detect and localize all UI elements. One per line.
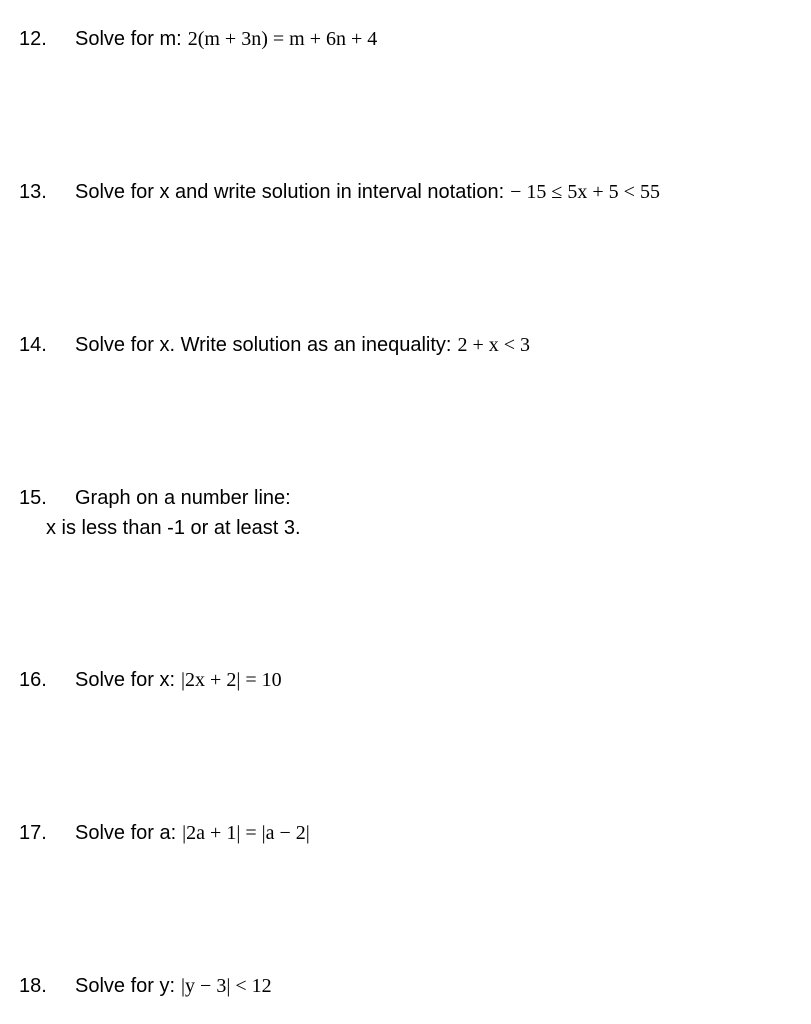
problem-subline: x is less than -1 or at least 3. (46, 517, 301, 539)
problem-line (0, 24, 811, 54)
math-expression: 2(m + 3n) = m + 6n + 4 (187, 28, 378, 50)
problem-prompt (75, 818, 310, 848)
problem-prompt (75, 330, 530, 360)
problem-14 (0, 330, 811, 360)
problem-line (0, 483, 811, 513)
prompt-text: Solve for a: (75, 822, 177, 844)
math-expression: |y − 3| < 12 (181, 975, 272, 997)
problem-number: 13. (19, 181, 47, 203)
problem-prompt (75, 665, 282, 695)
prompt-text: Solve for x. Write solution as an inequality: (75, 334, 452, 356)
problem-12 (0, 24, 811, 54)
prompt-text: Solve for y: (75, 975, 176, 997)
problem-number: 12. (19, 28, 47, 50)
problem-16 (0, 665, 811, 695)
math-expression: |2x + 2| = 10 (181, 669, 282, 691)
problem-line (0, 665, 811, 695)
problem-number: 14. (19, 334, 47, 356)
problem-17 (0, 818, 811, 848)
problem-15 (0, 483, 811, 543)
problem-prompt (75, 177, 660, 207)
problem-line (0, 177, 811, 207)
problem-number: 17. (19, 822, 47, 844)
problem-prompt (75, 24, 377, 54)
math-expression: |2a + 1| = |a − 2| (182, 822, 310, 844)
prompt-text: Solve for x and write solution in interval notation: (75, 181, 505, 203)
problem-line (0, 330, 811, 360)
math-expression: 2 + x < 3 (457, 334, 531, 356)
prompt-text: Solve for x: (75, 669, 176, 691)
problem-line (0, 818, 811, 848)
problem-number: 18. (19, 975, 47, 997)
problem-prompt (75, 971, 272, 1001)
problem-prompt (75, 483, 291, 513)
prompt-text: Graph on a number line: (75, 487, 291, 509)
problem-number: 15. (19, 487, 47, 509)
problem-13 (0, 177, 811, 207)
problem-number: 16. (19, 669, 47, 691)
math-expression: − 15 ≤ 5x + 5 < 55 (510, 181, 660, 203)
problem-18 (0, 971, 811, 1001)
prompt-text: Solve for m: (75, 28, 182, 50)
problem-line (0, 971, 811, 1001)
